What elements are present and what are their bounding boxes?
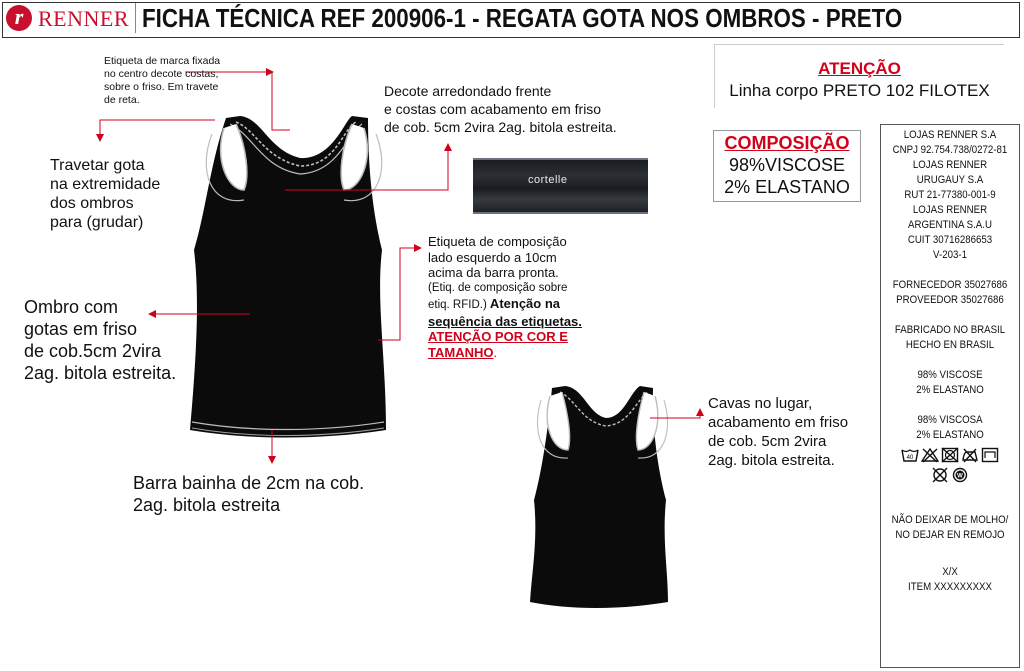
no-iron-icon (961, 447, 979, 463)
note-neckline: Decote arredondado frente e costas com acabamento em friso de cob. 5cm 2vira 2ag. bitola estreita. (384, 83, 617, 135)
note-armhole: Cavas no lugar, acabamento em friso de cob. 5cm 2vira 2ag. bitola estreita. (708, 395, 849, 469)
composition-box (713, 130, 861, 202)
composition-line: 2% ELASTANO (724, 177, 850, 197)
note-brand-label: Etiqueta de marca fixada no centro decote costas, sobre o friso. Em travete de reta. (104, 55, 221, 106)
comp-pt-line: 98% VISCOSE (917, 369, 983, 381)
no-dry-clean-icon (931, 467, 949, 483)
comp-pt-line: 2% ELASTANO (916, 384, 984, 396)
brand-name: RENNER (38, 6, 129, 31)
care-line: URUGAUY S.A (916, 174, 984, 186)
warning-line: NO DEJAR EN REMOJO (895, 529, 1005, 541)
care-label (880, 124, 1020, 668)
care-line: LOJAS RENNER (912, 204, 988, 216)
brand-tag-image (473, 158, 648, 214)
attention-title: ATENÇÃO (818, 59, 901, 78)
supplier-line: FORNECEDOR 35027686 (892, 279, 1008, 291)
page-title: FICHA TÉCNICA REF 200906-1 - REGATA GOTA NOS OMBROS - PRETO (142, 3, 903, 33)
made-in-line: FABRICADO NO BRASIL (894, 324, 1006, 336)
attention-text: Linha corpo PRETO 102 FILOTEX (729, 81, 990, 100)
care-line: RUT 21-77380-001-9 (904, 189, 996, 201)
size-line: X/X (942, 566, 958, 578)
back-tank-drawing (530, 386, 668, 608)
svg-text:W: W (957, 473, 963, 480)
brand-tag-text: cortelle (528, 174, 568, 186)
note-shoulder: Ombro com gotas em friso de cob.5cm 2vira 2ag. bitola estreita. (24, 297, 177, 383)
care-line: V-203-1 (933, 249, 967, 261)
note-hem: Barra bainha de 2cm na cob. 2ag. bitola estreita (133, 473, 365, 515)
no-tumble-dry-icon (941, 447, 959, 463)
attention-box (714, 44, 1004, 108)
warning-line: NÃO DEIXAR DE MOLHO/ (891, 514, 1009, 526)
care-line: LOJAS RENNER (912, 159, 988, 171)
composition-title: COMPOSIÇÃO (724, 133, 850, 153)
item-line: ITEM XXXXXXXXX (908, 581, 992, 593)
note-composition-label: Etiqueta de composição lado esquerdo a 10cm acima da barra pronta. (Etiq. de composição sobre etiq. RFID.) Atenção na sequência das etiquetas. ATENÇÃO POR COR E TAMANHO. (428, 234, 582, 360)
line-dry-icon (981, 447, 999, 463)
composition-line: 98%VISCOSE (728, 155, 846, 175)
comp-es-line: 98% VISCOSA (917, 414, 983, 426)
care-line: CNPJ 92.754.738/0272-81 (892, 144, 1008, 156)
no-bleach-icon (921, 447, 939, 463)
wet-clean-icon (951, 467, 969, 483)
made-in-line: HECHO EN BRASIL (905, 339, 995, 351)
care-icons-row (881, 467, 1019, 483)
care-line: CUIT 30716286653 (907, 234, 993, 246)
care-line: LOJAS RENNER S.A (903, 129, 997, 141)
care-line: ARGENTINA S.A.U (908, 219, 992, 231)
svg-text:40: 40 (906, 455, 914, 461)
care-icons-row (881, 447, 1019, 463)
renner-logo-icon: r (6, 5, 32, 31)
wash-40-icon (901, 447, 919, 463)
comp-es-line: 2% ELASTANO (916, 429, 984, 441)
front-tank-drawing (190, 116, 386, 438)
supplier-line: PROVEEDOR 35027686 (896, 294, 1004, 306)
note-tack: Travetar gota na extremidade dos ombros para (grudar) (50, 157, 161, 231)
